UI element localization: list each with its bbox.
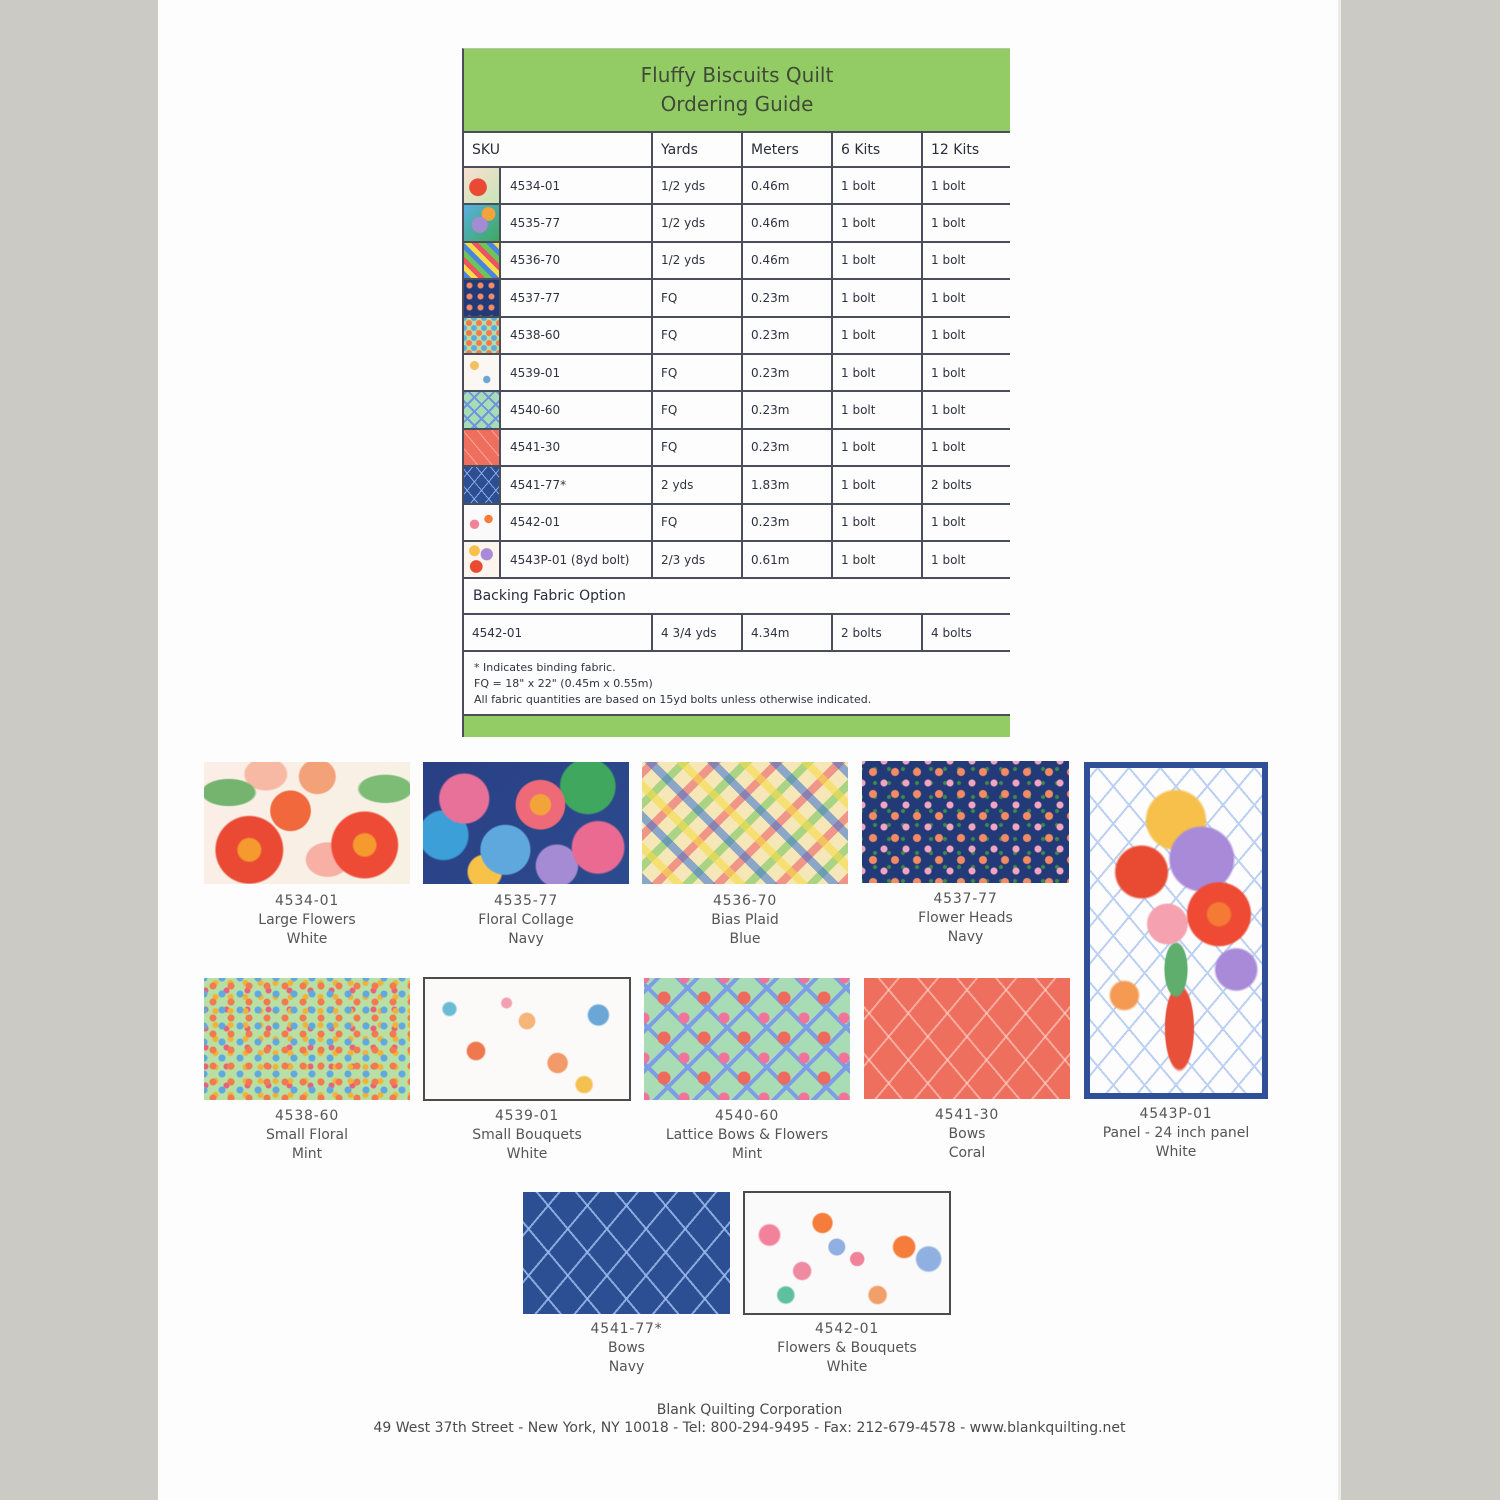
row-meters: 0.46m: [741, 243, 831, 278]
row-yards: FQ: [651, 280, 741, 315]
swatch-name: Floral Collage: [478, 912, 574, 928]
column-header-6-kits: 6 Kits: [831, 133, 921, 166]
backing-section-heading: Backing Fabric Option: [464, 579, 1010, 615]
swatch-card: [642, 762, 848, 949]
guide-footer-bar: [464, 716, 1010, 737]
swatch-sku: 4539-01: [494, 1108, 560, 1124]
row-meters: 0.23m: [741, 505, 831, 540]
fabric-thumbnail: [464, 392, 501, 427]
row-sku: 4543P-01 (8yd bolt): [510, 552, 630, 567]
row-sku: 4534-01: [510, 178, 561, 193]
ordering-guide-table: [462, 48, 1010, 737]
backing-row: [464, 615, 1010, 652]
swatch-color: Navy: [608, 1359, 645, 1375]
company-name: Blank Quilting Corporation: [656, 1402, 843, 1418]
fabric-panel-image: [1084, 762, 1268, 1099]
swatch-color: Mint: [731, 1146, 763, 1162]
row-yards: 2/3 yds: [651, 542, 741, 577]
swatch-card: [864, 978, 1070, 1163]
swatch-name: Flower Heads: [918, 910, 1013, 926]
row-6-kits: 1 bolt: [831, 430, 921, 465]
swatch-color: White: [1155, 1144, 1197, 1160]
swatch-name: Panel - 24 inch panel: [1102, 1125, 1250, 1141]
row-sku: 4539-01: [510, 365, 561, 380]
swatch-sku: 4542-01: [814, 1321, 880, 1337]
swatch-card: [423, 977, 631, 1164]
table-row: [464, 280, 1010, 317]
swatch-card: [743, 1191, 951, 1377]
backing-meters: 4.34m: [741, 615, 831, 650]
swatch-color: Mint: [291, 1146, 323, 1162]
row-yards: 2 yds: [651, 467, 741, 502]
row-meters: 1.83m: [741, 467, 831, 502]
table-row: [464, 505, 1010, 542]
row-sku: 4542-01: [510, 515, 561, 530]
row-6-kits: 1 bolt: [831, 392, 921, 427]
row-12-kits: 1 bolt: [921, 505, 1010, 540]
swatch-card-panel: [1084, 762, 1268, 1162]
swatch-color: Coral: [948, 1145, 986, 1161]
swatch-sku: 4535-77: [493, 893, 559, 909]
row-6-kits: 1 bolt: [831, 505, 921, 540]
table-row: [464, 205, 1010, 242]
row-sku: 4537-77: [510, 290, 561, 305]
swatch-color: Blue: [729, 931, 761, 947]
table-row: [464, 430, 1010, 467]
row-yards: FQ: [651, 355, 741, 390]
swatch-sku: 4540-60: [714, 1108, 780, 1124]
backing-12-kits: 4 bolts: [921, 615, 1010, 650]
fabric-swatch-image: [642, 762, 848, 884]
row-12-kits: 1 bolt: [921, 318, 1010, 353]
note-binding: * Indicates binding fabric.: [474, 661, 616, 675]
column-header-meters: Meters: [741, 133, 831, 166]
swatch-sku: 4538-60: [274, 1108, 340, 1124]
fabric-thumbnail: [464, 542, 501, 577]
row-sku: 4541-77*: [510, 477, 567, 492]
table-row: [464, 318, 1010, 355]
column-header-12-kits: 12 Kits: [921, 133, 1010, 166]
company-address: 49 West 37th Street - New York, NY 10018 - Tel: 800-294-9495 - Fax: 212-679-4578 - www.blankquilting.net: [373, 1420, 1126, 1436]
swatch-sku: 4536-70: [712, 893, 778, 909]
row-meters: 0.23m: [741, 430, 831, 465]
swatch-card: [204, 762, 410, 949]
row-6-kits: 1 bolt: [831, 355, 921, 390]
fabric-swatch-image: [743, 1191, 951, 1315]
swatch-sku: 4537-77: [933, 891, 998, 907]
row-meters: 0.23m: [741, 318, 831, 353]
row-6-kits: 1 bolt: [831, 205, 921, 240]
fabric-thumbnail: [464, 205, 501, 240]
row-meters: 0.46m: [741, 168, 831, 203]
row-sku: 4536-70: [510, 253, 561, 268]
row-yards: FQ: [651, 318, 741, 353]
swatch-color: White: [286, 931, 328, 947]
row-sku: 4535-77: [510, 216, 561, 231]
swatch-card: [204, 978, 410, 1164]
note-bolt-basis: All fabric quantities are based on 15yd bolts unless otherwise indicated.: [474, 693, 872, 707]
guide-title-banner: [464, 49, 1010, 133]
table-row: [464, 168, 1010, 205]
row-12-kits: 1 bolt: [921, 243, 1010, 278]
table-notes: [464, 652, 1010, 716]
swatch-name: Bows: [948, 1126, 986, 1142]
guide-subtitle: Ordering Guide: [660, 92, 814, 116]
swatch-card: [523, 1192, 730, 1377]
row-yards: FQ: [651, 430, 741, 465]
row-12-kits: 1 bolt: [921, 168, 1010, 203]
table-row: [464, 392, 1010, 429]
guide-title: Fluffy Biscuits Quilt: [640, 63, 834, 87]
swatch-name: Flowers & Bouquets: [777, 1340, 917, 1356]
row-6-kits: 1 bolt: [831, 280, 921, 315]
note-fq-size: FQ = 18" x 22" (0.45m x 0.55m): [474, 677, 653, 691]
row-12-kits: 1 bolt: [921, 430, 1010, 465]
swatch-name: Bows: [608, 1340, 645, 1356]
row-12-kits: 2 bolts: [921, 467, 1010, 502]
row-6-kits: 1 bolt: [831, 467, 921, 502]
backing-yards: 4 3/4 yds: [651, 615, 741, 650]
table-row: [464, 542, 1010, 579]
row-yards: FQ: [651, 392, 741, 427]
fabric-thumbnail: [464, 243, 501, 278]
fabric-thumbnail: [464, 355, 501, 390]
row-sku: 4541-30: [510, 440, 561, 455]
row-yards: 1/2 yds: [651, 205, 741, 240]
column-header-yards: Yards: [651, 133, 741, 166]
swatch-sku: 4541-30: [934, 1107, 1000, 1123]
swatch-name: Bias Plaid: [711, 912, 779, 928]
swatch-name: Small Floral: [265, 1127, 349, 1143]
backing-6-kits: 2 bolts: [831, 615, 921, 650]
swatch-sku: 4534-01: [274, 893, 340, 909]
swatch-name: Lattice Bows & Flowers: [665, 1127, 829, 1143]
fabric-thumbnail: [464, 168, 501, 203]
row-6-kits: 1 bolt: [831, 318, 921, 353]
swatch-color: White: [506, 1146, 548, 1162]
row-yards: 1/2 yds: [651, 168, 741, 203]
swatch-name: Small Bouquets: [472, 1127, 582, 1143]
row-6-kits: 1 bolt: [831, 542, 921, 577]
swatch-card: [644, 978, 850, 1164]
row-yards: 1/2 yds: [651, 243, 741, 278]
row-yards: FQ: [651, 505, 741, 540]
fabric-swatch-image: [423, 977, 631, 1101]
backing-sku: 4542-01: [472, 625, 523, 640]
fabric-thumbnail: [464, 280, 501, 315]
fabric-thumbnail: [464, 318, 501, 353]
swatch-color: Navy: [947, 929, 984, 945]
fabric-swatch-image: [523, 1192, 730, 1314]
row-sku: 4540-60: [510, 403, 561, 418]
fabric-thumbnail: [464, 467, 501, 502]
swatch-sku: 4543P-01: [1139, 1106, 1213, 1122]
table-header-row: [464, 133, 1010, 168]
fabric-thumbnail: [464, 430, 501, 465]
swatch-color: White: [826, 1359, 868, 1375]
row-sku: 4538-60: [510, 328, 561, 343]
swatch-card: [423, 762, 629, 949]
row-6-kits: 1 bolt: [831, 168, 921, 203]
table-row: [464, 467, 1010, 504]
row-meters: 0.23m: [741, 392, 831, 427]
fabric-thumbnail: [464, 505, 501, 540]
swatch-card: [862, 761, 1069, 947]
table-row: [464, 243, 1010, 280]
row-12-kits: 1 bolt: [921, 392, 1010, 427]
table-row: [464, 355, 1010, 392]
row-meters: 0.61m: [741, 542, 831, 577]
fabric-swatch-image: [423, 762, 629, 884]
row-12-kits: 1 bolt: [921, 280, 1010, 315]
swatch-sku: 4541-77*: [590, 1321, 663, 1337]
row-meters: 0.23m: [741, 355, 831, 390]
fabric-swatch-image: [862, 761, 1069, 883]
row-meters: 0.46m: [741, 205, 831, 240]
swatch-name: Large Flowers: [258, 912, 356, 928]
swatch-color: Navy: [508, 931, 544, 947]
row-meters: 0.23m: [741, 280, 831, 315]
row-12-kits: 1 bolt: [921, 205, 1010, 240]
fabric-swatch-image: [204, 978, 410, 1100]
row-12-kits: 1 bolt: [921, 355, 1010, 390]
column-header-sku: SKU: [472, 141, 500, 158]
fabric-swatch-image: [644, 978, 850, 1100]
row-12-kits: 1 bolt: [921, 542, 1010, 577]
fabric-swatch-image: [204, 762, 410, 884]
fabric-swatch-image: [864, 978, 1070, 1099]
row-6-kits: 1 bolt: [831, 243, 921, 278]
